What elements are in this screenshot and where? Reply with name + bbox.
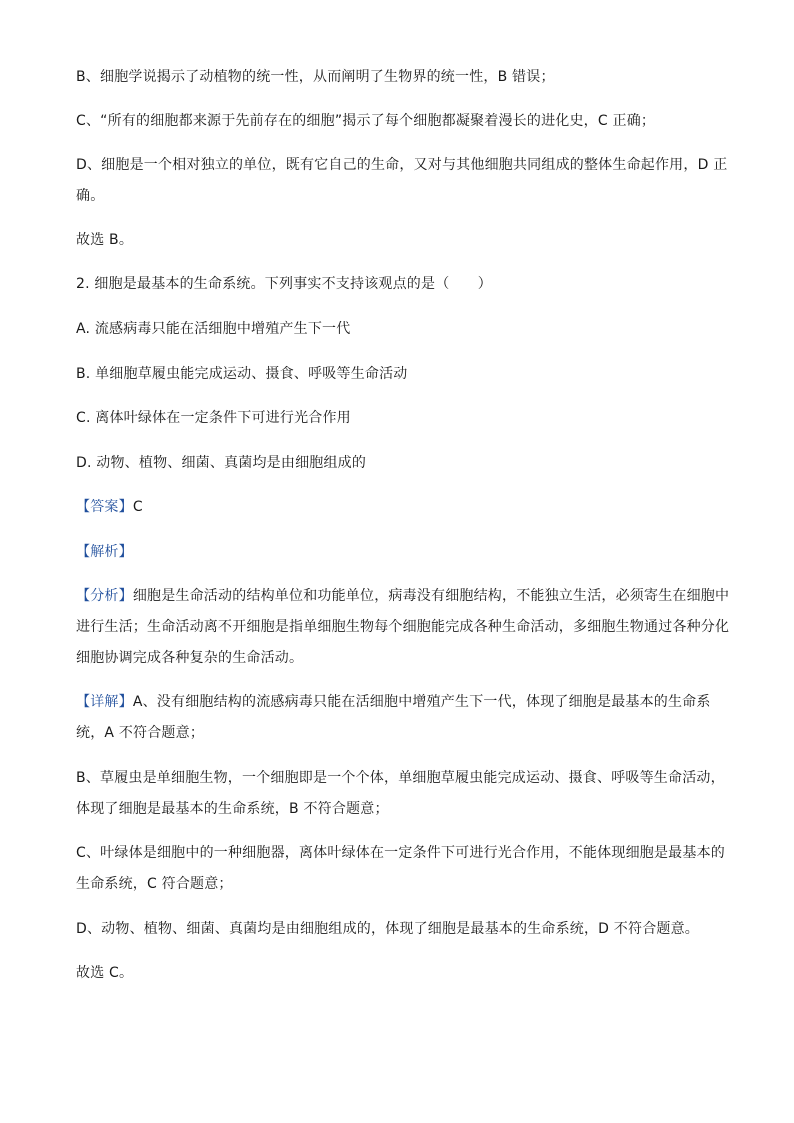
explanation-line-b: B、细胞学说揭示了动植物的统一性，从而阐明了生物界的统一性，B 错误； — [76, 69, 555, 85]
option-d: D. 动物、植物、细菌、真菌均是由细胞组成的 — [76, 455, 367, 471]
xiangjie-tag: 【详解】 — [76, 694, 133, 710]
detail-line-b-cont: 体现了细胞是最基本的生命系统，B 不符合题意； — [76, 801, 389, 817]
detail-line-c-cont: 生命系统，C 符合题意； — [76, 876, 233, 892]
analysis-line-3: 细胞协调完成各种复杂的生命活动。 — [76, 650, 304, 666]
option-b: B. 单细胞草履虫能完成运动、摄食、呼吸等生命活动 — [76, 366, 408, 382]
detail-line-d: D、动物、植物、细菌、真菌均是由细胞组成的，体现了细胞是最基本的生命系统，D 不符合题意。 — [76, 921, 700, 937]
conclusion-line: 故选 B。 — [76, 232, 134, 248]
analysis-line-1 — [76, 586, 730, 606]
detail-line-a-cont: 统，A 不符合题意； — [76, 725, 205, 741]
detail-line-a — [76, 692, 726, 712]
fenxi-text: 细胞是生命活动的结构单位和功能单位，病毒没有细胞结构，不能独立生活，必须寄生在细胞中 — [132, 588, 730, 604]
answer-tag: 【答案】 — [76, 499, 133, 515]
xiangjie-text: A、没有细胞结构的流感病毒只能在活细胞中增殖产生下一代，体现了细胞是最基本的生命系 — [132, 694, 711, 710]
explanation-line-d: D、细胞是一个相对独立的单位，既有它自己的生命，又对与其他细胞共同组成的整体生命起作用，D 正 — [76, 157, 728, 173]
explanation-line-c: C、“所有的细胞都来源于先前存在的细胞”揭示了每个细胞都凝聚着漫长的进化史，C 正确； — [76, 113, 656, 129]
question-stem: 2. 细胞是最基本的生命系统。下列事实不支持该观点的是（ ） — [76, 276, 493, 292]
answer-value: C — [132, 499, 143, 515]
detail-line-b: B、草履虫是单细胞生物，一个细胞即是一个个体，单细胞草履虫能完成运动、摄食、呼吸等生命活动， — [76, 770, 725, 786]
analysis-heading — [76, 542, 726, 562]
analysis-line-2: 进行生活；生命活动离不开细胞是指单细胞生物每个细胞能完成各种生命活动，多细胞生物通过各种分化 — [76, 619, 730, 635]
fenxi-tag: 【分析】 — [76, 588, 133, 604]
option-c: C. 离体叶绿体在一定条件下可进行光合作用 — [76, 410, 351, 426]
answer-line — [76, 497, 726, 517]
detail-line-c: C、叶绿体是细胞中的一种细胞器，离体叶绿体在一定条件下可进行光合作用，不能体现细胞是最基本的 — [76, 845, 725, 861]
analysis-tag: 【解析】 — [76, 544, 133, 560]
explanation-line-d-cont: 确。 — [76, 188, 105, 204]
final-conclusion: 故选 C。 — [76, 965, 134, 981]
option-a: A. 流感病毒只能在活细胞中增殖产生下一代 — [76, 321, 351, 337]
